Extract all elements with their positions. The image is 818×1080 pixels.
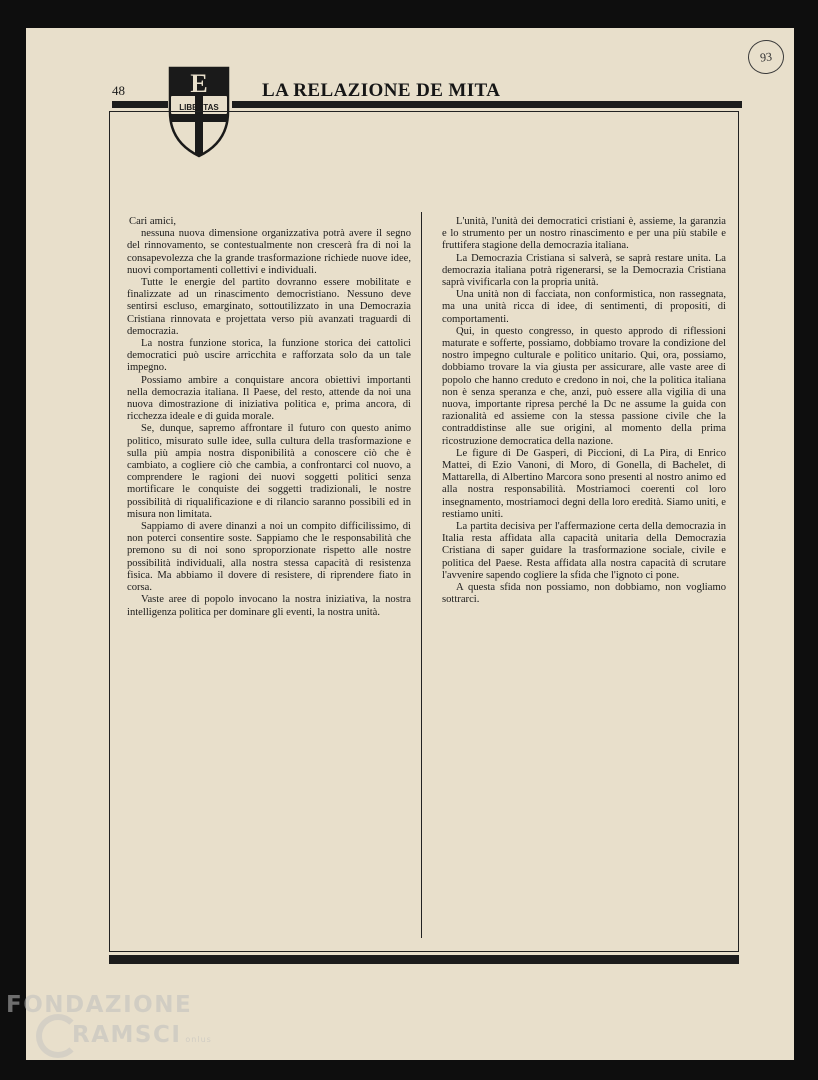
paragraph: A questa sfida non possiamo, non dobbiamo, non vogliamo sottrarci.	[442, 582, 726, 606]
watermark-line-2: RAMSCI	[72, 1022, 182, 1048]
paragraph: L'unità, l'unità dei democratici cristiani è, assieme, la garanzia e lo strumento per un nostro rinascimento e per una più stabile e fruttifera stagione della democrazia italiana.	[442, 216, 726, 252]
paragraph: Sappiamo di avere dinanzi a noi un compito difficilissimo, di non poterci consentire soste. Sappiamo che le responsabilità che premono su di noi sono sproporzionate rispetto alle nostre possibilità individuali, alla nostra stessa capacità di resistenza fisica. Ma abbiamo il dovere di resistere, di riprendere fiato in corsa.	[127, 521, 411, 594]
paragraph: La partita decisiva per l'affermazione certa della democrazia in Italia resta affidata alla capacità unitaria della Democrazia Cristiana di saper guidare la trasformazione sociale, civile e politica del Paese. Resta affidata alla nostra capacità di scrutare l'avvenire sapendo cogliere la sfida che l'ignoto ci pone.	[442, 521, 726, 581]
paragraph: Cari amici,	[129, 216, 177, 227]
watermark-line-1: FONDAZIONE	[6, 992, 193, 1018]
paragraph: La nostra funzione storica, la funzione storica dei cattolici democratici può uscire arricchita e rafforzata solo da un tale impegno.	[127, 338, 411, 374]
right-column	[442, 216, 726, 607]
paragraph: Vaste aree di popolo invocano la nostra iniziativa, la nostra intelligenza politica per dominare gli eventi, la nostra unità.	[127, 594, 411, 618]
logo-letter: E	[190, 69, 208, 98]
paragraph: Una unità non di facciata, non conformistica, non rassegnata, ma una unità ricca di idee, di sentimenti, di propositi, di comportamenti.	[442, 289, 726, 325]
logo-text: LIBERTAS	[179, 103, 219, 112]
paragraph: Se, dunque, sapremo affrontare il futuro con questo animo politico, misurato sulle idee, sulla cultura della trasformazione e sulla più ampia nostra disponibilità a conoscere ciò che è cambiato, a cogliere ciò che cambia, a confrontarci col nuovo, a comprendere le ragioni dei nuovi soggetti politici senza mortificare le conquiste dei soggetti tradizionali, le nostre possibilità di riqualificazione e di rilancio saranno possibili ed in misura non limitata.	[127, 423, 411, 520]
header-rule-left	[112, 101, 168, 108]
paragraph: Tutte le energie del partito dovranno essere mobilitate e finalizzate ad un rinascimento democristiano. Nessuno deve sentirsi escluso, emarginato, sottoutilizzato in una Democrazia Cristiana rinnovata e projettata verso più avanzati traguardi di democrazia.	[127, 277, 411, 337]
archive-watermark	[6, 990, 212, 1055]
paragraph: Qui, in questo congresso, in questo approdo di riflessioni maturate e sofferte, possiamo, dobbiamo trovare la condizione del nostro impegno culturale e politico unitario. Qui, ora, possiamo, dobbiamo trovare la via giusta per assicurare, alle vaste aree di popolo che hanno creduto e credono in noi, che la politica italiana non è senza speranza e che, anzi, può essere alla vigilia di una nuova, importante ripresa perché la Dc ne assume la guida con razionalità ed assieme con la stessa passione civile che la contraddistinse alle sue origini, al momento della prima ricostruzione democratica della nazione.	[442, 325, 726, 447]
watermark-suffix: onlus	[185, 1035, 212, 1044]
paragraph: La Democrazia Cristiana si salverà, se saprà restare unita. La democrazia italiana potrà rigenerarsi, se la Democrazia Cristiana saprà vivificarla con la propria unità.	[442, 252, 726, 289]
article-heading: LA RELAZIONE DE MITA	[262, 80, 501, 101]
page-number: 48	[112, 83, 125, 98]
header-rule-right	[232, 101, 742, 108]
column-divider	[421, 212, 422, 938]
paragraph: nessuna nuova dimensione organizzativa potrà avere il segno del rinnovamento, se contestualmente non crescerà fra di noi la consapevolezza che la grande trasformazione richiede nuove idee, nuovi comportamenti collettivi e individuali.	[127, 228, 411, 276]
footer-rule	[109, 955, 739, 964]
paragraph: Possiamo ambire a conquistare ancora obiettivi importanti nella democrazia italiana. Il Paese, del resto, attende da noi una nuova dimostrazione di iniziativa politica e, prima ancora, di ricchezza ideale e di guida morale.	[127, 374, 411, 423]
archive-page-number: 93	[746, 38, 785, 76]
left-column	[127, 216, 411, 619]
paragraph: Le figure di De Gasperi, di Piccioni, di La Pira, di Enrico Mattei, di Ezio Vanoni, di Moro, di Gonella, di Bachelet, di Mattarella, di Albertino Marcora sono presenti al nostro animo ed alla nostra responsabilità. Mostriamoci coerenti col loro insegnamento, mostriamoci degni della loro eredità. Siamo uniti, e restiamo uniti.	[442, 447, 726, 520]
